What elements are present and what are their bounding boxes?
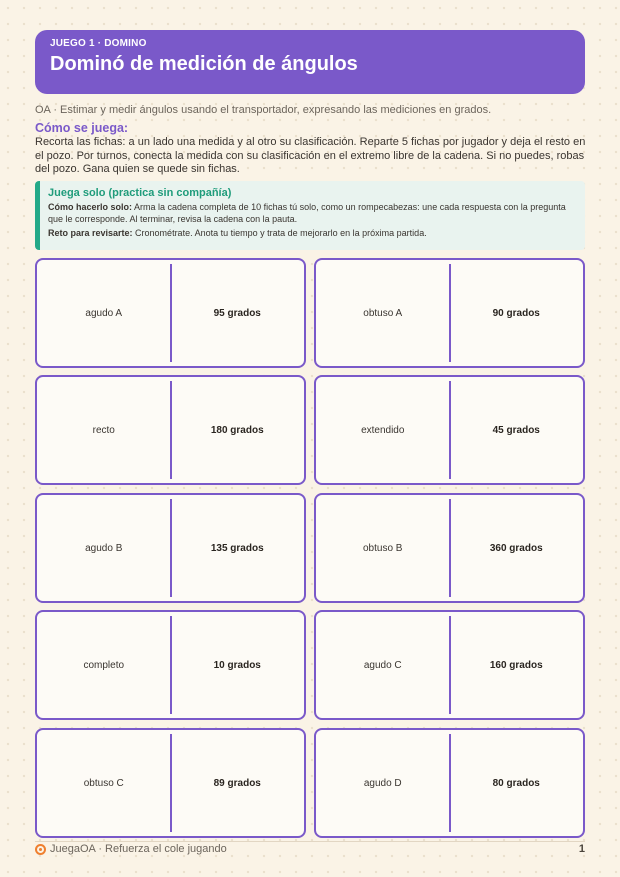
footer-divider [35, 841, 585, 842]
tile-measure: 90 grados [492, 307, 540, 319]
page-number: 1 [578, 843, 585, 855]
solo-how-label: Cómo hacerlo solo: [48, 202, 133, 212]
tile-classification: completo [83, 659, 125, 671]
solo-challenge-text: Cronométrate. Anota tu tiempo y trata de mejorarlo en la próxima partida. [132, 228, 427, 238]
tile-classification: agudo A [85, 307, 123, 319]
how-to-play-title: Cómo se juega: [35, 121, 129, 135]
footer-brand: JuegaOA · Refuerza el cole jugando [50, 843, 227, 855]
solo-challenge-line [48, 227, 575, 239]
page-title: Dominó de medición de ángulos [50, 53, 358, 75]
tile-measure: 180 grados [210, 424, 264, 436]
game-kicker: JUEGO 1 · DOMINO [50, 38, 147, 49]
tile-classification: obtuso B [363, 542, 403, 554]
domino-tile [35, 610, 306, 720]
tile-classification: agudo D [363, 777, 402, 789]
tile-measure: 80 grados [492, 777, 540, 789]
tile-measure: 10 grados [213, 659, 261, 671]
domino-tile [35, 493, 306, 603]
tile-classification: recto [92, 424, 115, 436]
solo-title: Juega solo (practica sin compañía) [48, 187, 232, 199]
domino-tile [314, 375, 585, 485]
tile-measure: 45 grados [492, 424, 540, 436]
footer [35, 843, 227, 855]
how-to-play-text: Recorta las fichas: a un lado una medida y al otro su clasificación. Reparte 5 fichas por jugador y deja el resto en el pozo. Por turnos, conecta la medida con su clasificación en el extremo libre de la cadena. Si no puedes, robas del pozo. Gana quien se quede sin fichas. [35, 136, 586, 176]
tile-classification: agudo C [363, 659, 402, 671]
brand-logo-icon [35, 844, 46, 855]
solo-challenge-label: Reto para revisarte: [48, 228, 133, 238]
tile-measure: 89 grados [213, 777, 261, 789]
learning-objective: OA · Estimar y medir ángulos usando el transportador, expresando las mediciones en grados. [35, 104, 492, 116]
tile-classification: extendido [361, 424, 405, 436]
domino-tile [314, 493, 585, 603]
solo-how-text: Arma la cadena completa de 10 fichas tú solo, como un rompecabezas: une cada respuesta con la pregunta que le corresponde. Al terminar, revisa la cadena con la pauta. [48, 202, 566, 224]
domino-tile [314, 728, 585, 838]
tile-measure: 160 grados [489, 659, 543, 671]
domino-tile [35, 258, 306, 368]
tile-classification: obtuso A [363, 307, 403, 319]
tile-measure: 135 grados [210, 542, 264, 554]
solo-how-line [48, 201, 575, 225]
tile-measure: 360 grados [489, 542, 543, 554]
domino-tile [314, 258, 585, 368]
solo-play-box [35, 181, 585, 250]
tile-classification: obtuso C [83, 777, 124, 789]
domino-tile [35, 728, 306, 838]
tile-measure: 95 grados [213, 307, 261, 319]
tile-classification: agudo B [85, 542, 123, 554]
domino-tile [314, 610, 585, 720]
page-header [35, 30, 585, 94]
domino-tile [35, 375, 306, 485]
